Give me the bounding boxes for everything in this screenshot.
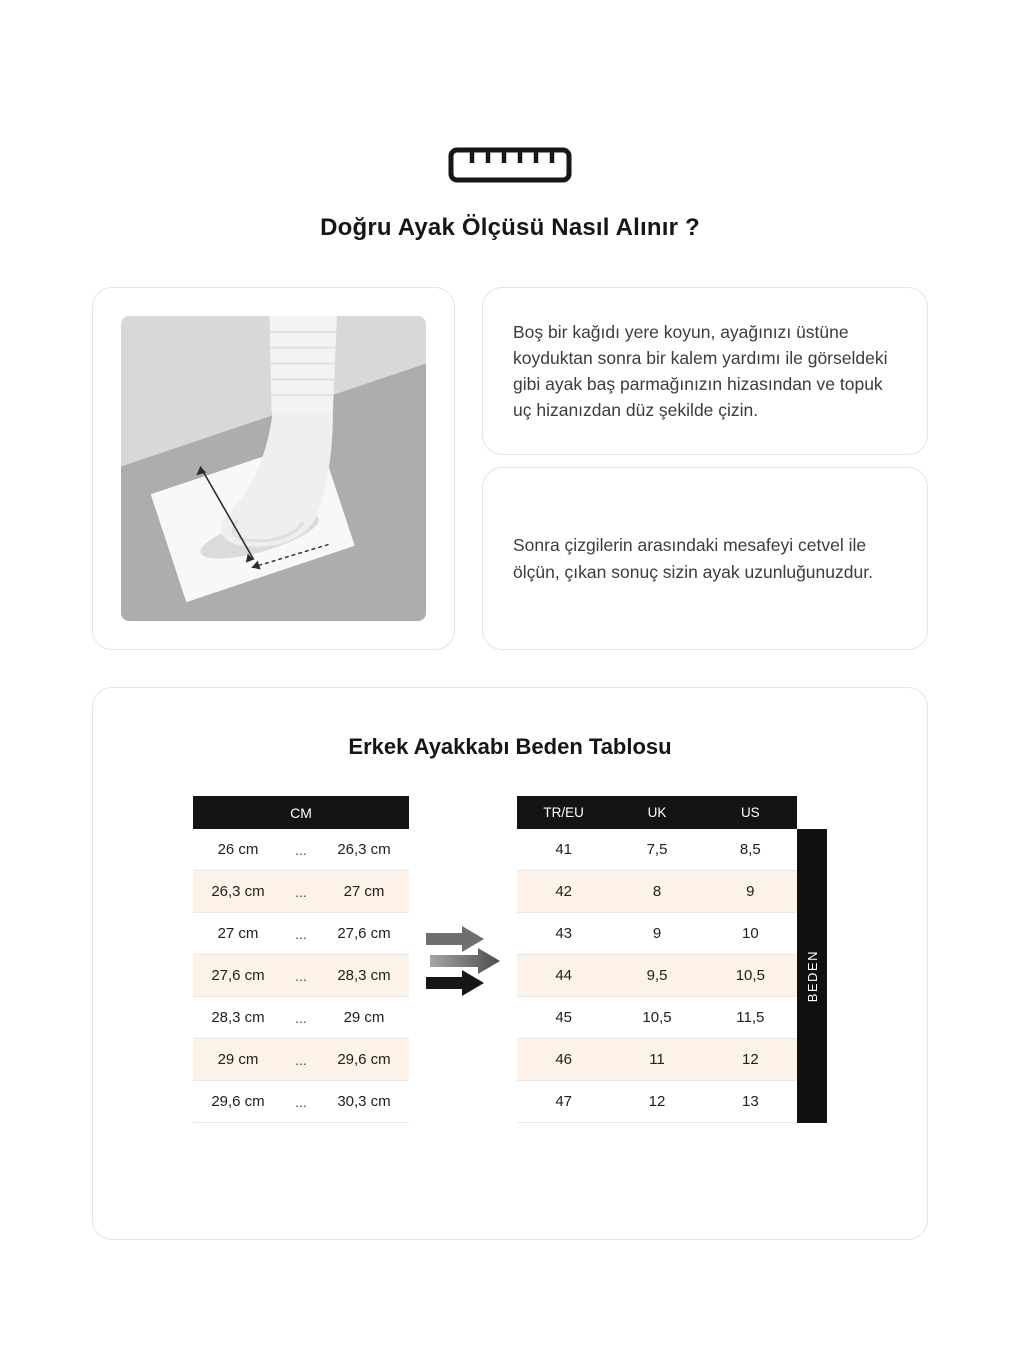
size-table-title: Erkek Ayakkabı Beden Tablosu: [348, 734, 672, 759]
range-separator: ...: [295, 1009, 307, 1026]
size-cell-uk: 8: [652, 883, 662, 900]
foot-measurement-photo: [121, 316, 426, 621]
cm-table-header: [193, 796, 409, 829]
cm-range-to: 28,3 cm: [337, 967, 391, 984]
size-cell-uk: 9,5: [646, 967, 668, 984]
cm-header-label: CM: [290, 804, 312, 821]
table-row: [517, 1081, 797, 1123]
size-cell-us: 10: [741, 925, 759, 942]
size-cell-tr-eu: 45: [555, 1009, 572, 1026]
cm-range-to: 26,3 cm: [337, 841, 391, 858]
header-cell-uk: UK: [647, 805, 667, 820]
size-conversion-table: [517, 796, 797, 1123]
range-separator: ...: [295, 883, 307, 900]
size-cell-tr-eu: 47: [555, 1093, 572, 1110]
instruction-text-column: [482, 287, 928, 650]
cm-range-from: 29,6 cm: [211, 1093, 265, 1110]
table-row: [517, 913, 797, 955]
size-cell-us: 9: [746, 883, 755, 900]
table-row: [193, 997, 409, 1039]
table-row: [517, 1039, 797, 1081]
instructions-section: [92, 287, 928, 650]
table-row: [193, 1039, 409, 1081]
size-cell-us: 10,5: [735, 967, 765, 984]
table-row: [193, 913, 409, 955]
cm-range-to: 29 cm: [343, 1009, 385, 1026]
transfer-arrows-icon: [424, 924, 502, 996]
table-row: [517, 829, 797, 871]
range-separator: ...: [295, 967, 307, 984]
cm-range-to: 27 cm: [343, 883, 385, 900]
table-row: [193, 829, 409, 871]
beden-side-label: BEDEN: [797, 829, 827, 1123]
table-row: [193, 871, 409, 913]
cm-range-to: 29,6 cm: [337, 1051, 391, 1068]
size-cell-uk: 12: [648, 1093, 666, 1110]
ruler-icon: [0, 0, 1020, 184]
table-row: [517, 997, 797, 1039]
table-row: [193, 955, 409, 997]
cm-range-from: 28,3 cm: [211, 1009, 265, 1026]
cm-range-to: 27,6 cm: [337, 925, 391, 942]
cm-range-from: 29 cm: [217, 1051, 259, 1068]
size-cell-us: 8,5: [739, 841, 761, 858]
header-cell-tr-eu: TR/EU: [543, 805, 584, 820]
page-title: Doğru Ayak Ölçüsü Nasıl Alınır ?: [320, 214, 700, 241]
cm-range-from: 26 cm: [217, 841, 259, 858]
table-row: [517, 871, 797, 913]
size-cell-tr-eu: 46: [555, 1051, 572, 1068]
range-separator: ...: [295, 1093, 307, 1110]
cm-range-from: 27,6 cm: [211, 967, 265, 984]
cm-range-table: [193, 796, 409, 1123]
table-row: [193, 1081, 409, 1123]
size-cell-us: 11,5: [736, 1009, 765, 1026]
size-table-card: [92, 687, 928, 1240]
cm-range-to: 30,3 cm: [337, 1093, 391, 1110]
size-cell-uk: 11: [649, 1051, 665, 1068]
table-row: [517, 955, 797, 997]
size-cell-uk: 7,5: [646, 841, 668, 858]
instruction-card-1: [482, 287, 928, 455]
size-cell-us: 13: [741, 1093, 759, 1110]
size-cell-tr-eu: 42: [555, 883, 572, 900]
size-tables-row: [93, 796, 927, 1123]
size-cell-uk: 9: [652, 925, 662, 942]
header-cell-us: US: [740, 805, 760, 820]
instruction-text-1: Boş bir kağıdı yere koyun, ayağınızı üstüne koyduktan sonra bir kalem yardımı ile görseldeki gibi ayak baş parmağınızın hizasından ve topuk uç hizanızdan düz şekilde çizin.: [513, 321, 888, 421]
size-table-header-row: [517, 796, 797, 829]
instruction-text-2: Sonra çizgilerin arasındaki mesafeyi cetvel ile ölçün, çıkan sonuç sizin ayak uzunluğunuzdur.: [513, 535, 873, 582]
cm-range-from: 27 cm: [217, 925, 259, 942]
range-separator: ...: [295, 1051, 307, 1068]
size-conversion-wrap: [517, 796, 827, 1123]
size-cell-us: 12: [741, 1051, 759, 1068]
range-separator: ...: [295, 925, 307, 942]
instruction-card-2: [482, 467, 928, 650]
size-cell-uk: 10,5: [642, 1009, 672, 1026]
range-separator: ...: [295, 841, 307, 858]
size-cell-tr-eu: 44: [555, 967, 572, 984]
instruction-image-card: [92, 287, 455, 650]
cm-range-from: 26,3 cm: [211, 883, 265, 900]
size-cell-tr-eu: 43: [555, 925, 572, 942]
size-cell-tr-eu: 41: [555, 841, 572, 858]
